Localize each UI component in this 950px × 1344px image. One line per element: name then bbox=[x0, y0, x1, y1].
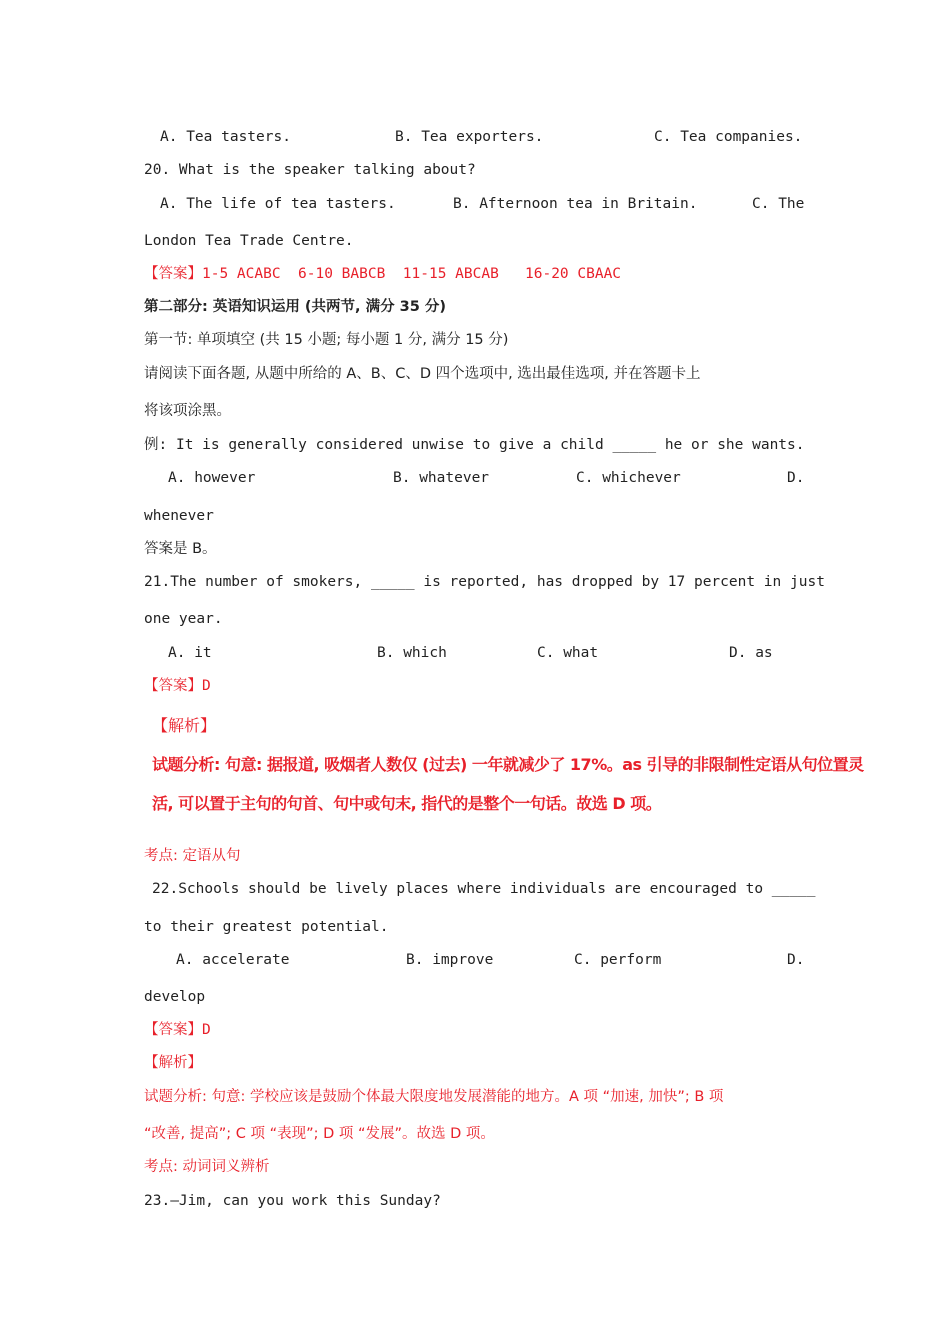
q19-option-c: C. Tea companies. bbox=[654, 129, 803, 145]
q21-option-b: B. which bbox=[377, 645, 447, 661]
q22-option-d: D. bbox=[787, 952, 805, 968]
q22-analysis-line1: 试题分析: 句意: 学校应该是鼓励个体最大限度地发展潜能的地方。A 项 “加速, 加快”; B 项 bbox=[144, 1089, 724, 1105]
q20-option-b: B. Afternoon tea in Britain. bbox=[453, 196, 698, 212]
q21-answer: 【答案】D bbox=[144, 678, 211, 694]
q22-stem-line2: to their greatest potential. bbox=[144, 919, 389, 935]
section1-title: 第一节: 单项填空 (共 15 小题; 每小题 1 分, 满分 15 分) bbox=[144, 332, 509, 348]
q19-option-b: B. Tea exporters. bbox=[395, 129, 544, 145]
q22-answer: 【答案】D bbox=[144, 1022, 211, 1038]
example-option-d-continued: whenever bbox=[144, 508, 214, 524]
q22-option-b: B. improve bbox=[406, 952, 494, 968]
q22-analysis-line2: “改善, 提高”; C 项 “表现”; D 项 “发展”。故选 D 项。 bbox=[144, 1126, 495, 1142]
q20-option-c: C. The bbox=[752, 196, 805, 212]
example-stem: 例: It is generally considered unwise to give a child _____ he or she wants. bbox=[144, 437, 805, 453]
instructions-line2: 将该项涂黑。 bbox=[144, 403, 231, 419]
q23-stem: 23.—Jim, can you work this Sunday? bbox=[144, 1193, 441, 1209]
q21-option-c: C. what bbox=[537, 645, 599, 661]
q21-analysis-line1: 试题分析: 句意: 据报道, 吸烟者人数仅 (过去) 一年就减少了 17%。as 引导的非限制性定语从句位置灵 bbox=[152, 755, 864, 774]
q22-option-c: C. perform bbox=[574, 952, 662, 968]
example-option-c: C. whichever bbox=[576, 470, 681, 486]
q22-analysis-label: 【解析】 bbox=[144, 1055, 202, 1071]
q21-test-point: 考点: 定语从句 bbox=[144, 848, 241, 864]
example-option-b: B. whatever bbox=[393, 470, 490, 486]
q20-option-a: A. The life of tea tasters. bbox=[160, 196, 396, 212]
instructions-line1: 请阅读下面各题, 从题中所给的 A、B、C、D 四个选项中, 选出最佳选项, 并在答题卡上 bbox=[144, 366, 701, 382]
q22-stem-line1: 22.Schools should be lively places where individuals are encouraged to _____ bbox=[152, 881, 816, 897]
part1-answer-key: 【答案】1-5 ACABC 6-10 BABCB 11-15 ABCAB 16-20 CBAAC bbox=[144, 266, 622, 282]
q21-analysis-line2: 活, 可以置于主句的句首、句中或句末, 指代的是整个一句话。故选 D 项。 bbox=[152, 794, 662, 813]
example-answer: 答案是 B。 bbox=[144, 541, 217, 557]
q20-stem: 20. What is the speaker talking about? bbox=[144, 162, 476, 178]
example-option-d: D. bbox=[787, 470, 805, 486]
q21-stem-line1: 21.The number of smokers, _____ is reported, has dropped by 17 percent in just bbox=[144, 574, 825, 590]
q22-option-d-continued: develop bbox=[144, 989, 206, 1005]
q21-stem-line2: one year. bbox=[144, 611, 223, 627]
q21-analysis-label: 【解析】 bbox=[152, 716, 217, 735]
example-option-a: A. however bbox=[168, 470, 256, 486]
q22-option-a: A. accelerate bbox=[176, 952, 290, 968]
q22-test-point: 考点: 动词词义辨析 bbox=[144, 1159, 270, 1175]
part2-title: 第二部分: 英语知识运用 (共两节, 满分 35 分) bbox=[144, 299, 446, 315]
q21-option-a: A. it bbox=[168, 645, 212, 661]
q19-option-a: A. Tea tasters. bbox=[160, 129, 291, 145]
q21-option-d: D. as bbox=[729, 645, 773, 661]
q20-option-c-continued: London Tea Trade Centre. bbox=[144, 233, 354, 249]
